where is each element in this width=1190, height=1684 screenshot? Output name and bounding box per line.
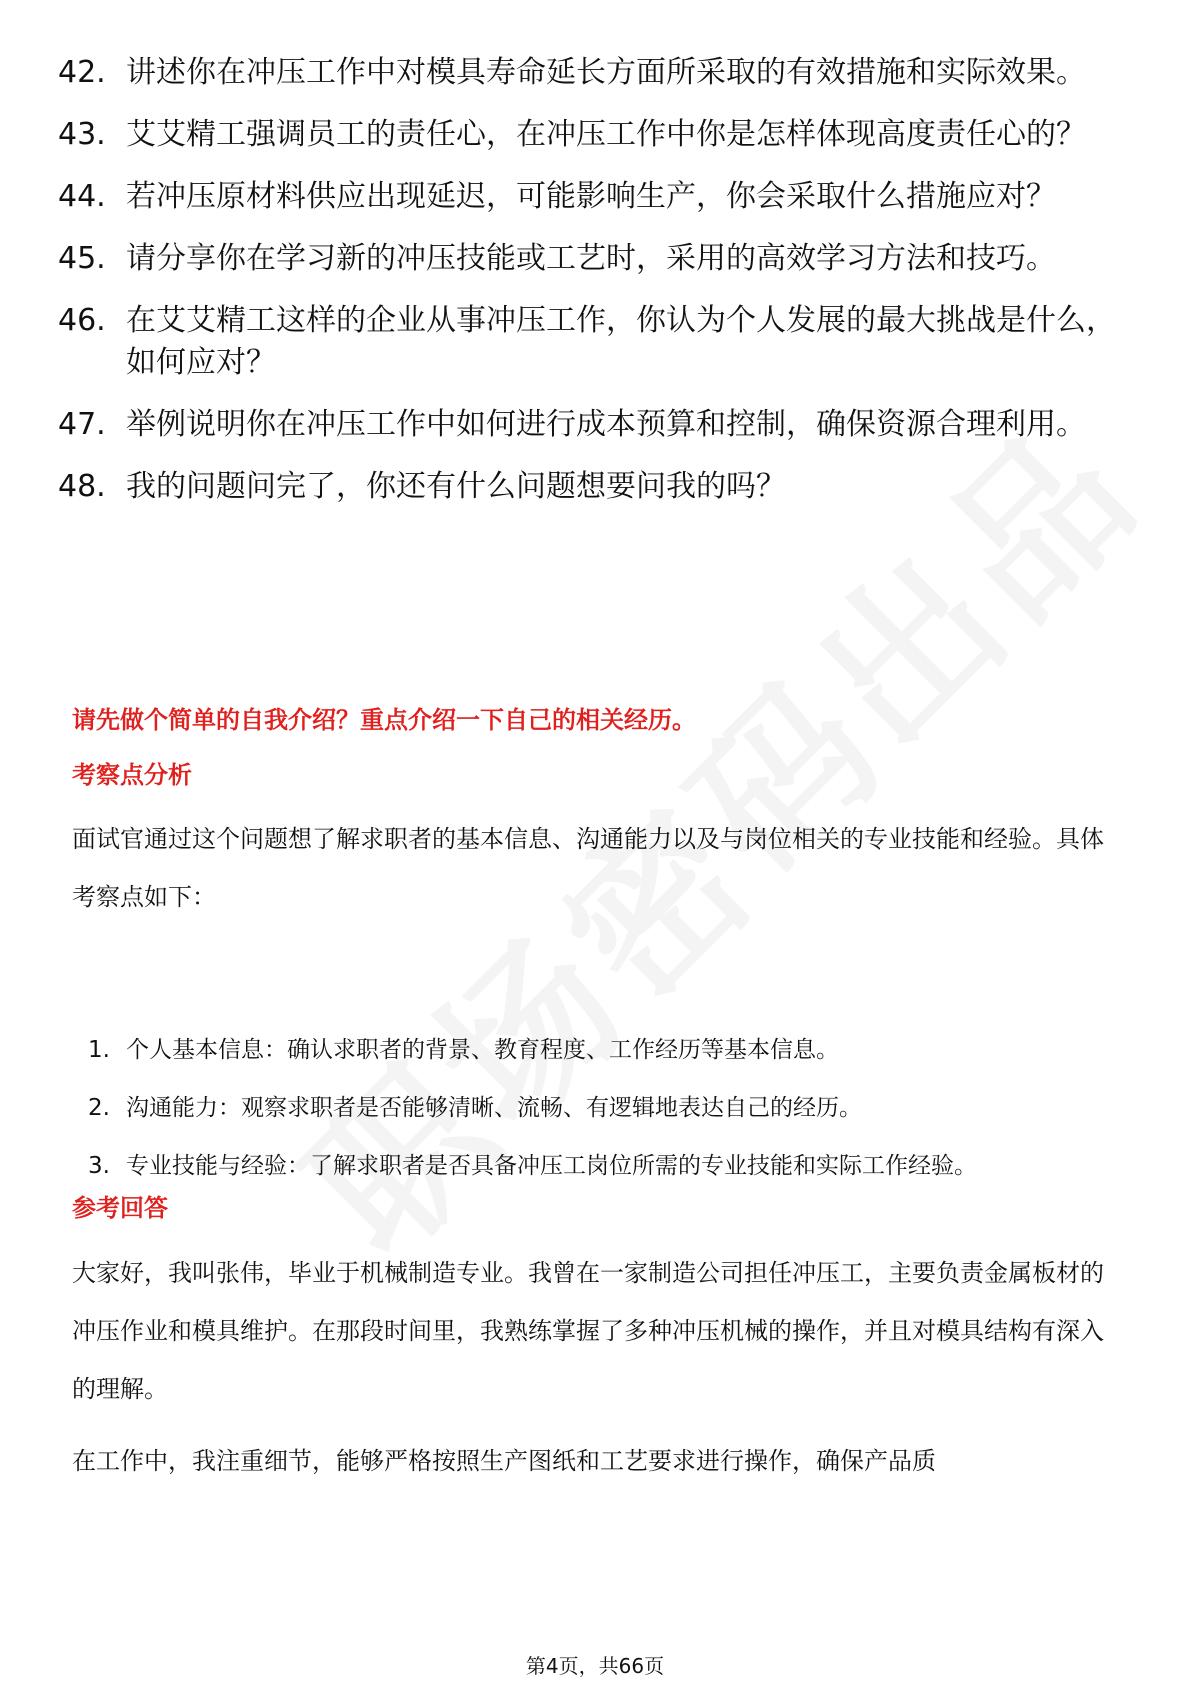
answer-heading: 参考回答 — [72, 1194, 168, 1222]
question-number: 46. — [58, 303, 106, 338]
question-text: 讲述你在冲压工作中对模具寿命延长方面所采取的有效措施和实际效果。 — [126, 55, 1086, 90]
question-number: 42. — [58, 55, 106, 90]
question-item — [58, 466, 1118, 508]
answer-paragraph: 在工作中，我注重细节，能够严格按照生产图纸和工艺要求进行操作，确保产品质 — [72, 1447, 936, 1475]
question-number: 48. — [58, 469, 106, 504]
question-number: 45. — [58, 241, 106, 276]
analysis-point — [88, 1137, 1120, 1195]
question-item — [58, 404, 1118, 446]
question-text: 艾艾精工强调员工的责任心，在冲压工作中你是怎样体现高度责任心的？ — [126, 117, 1086, 152]
question-text: 请分享你在学习新的冲压技能或工艺时，采用的高效学习方法和技巧。 — [126, 241, 1056, 276]
point-number: 3. — [88, 1153, 110, 1179]
analysis-heading: 考察点分析 — [72, 761, 192, 789]
question-number: 43. — [58, 117, 106, 152]
question-text: 在艾艾精工这样的企业从事冲压工作，你认为个人发展的最大挑战是什么，如何应对？ — [126, 303, 1116, 380]
question-list — [58, 52, 1118, 528]
analysis-intro: 面试官通过这个问题想了解求职者的基本信息、沟通能力以及与岗位相关的专业技能和经验。具体考察点如下： — [72, 825, 1104, 911]
question-item — [58, 176, 1118, 218]
analysis-point — [88, 1021, 1120, 1079]
question-item — [58, 114, 1118, 156]
page-footer: 第4页，共66页 — [525, 1654, 665, 1678]
question-text: 举例说明你在冲压工作中如何进行成本预算和控制，确保资源合理利用。 — [126, 407, 1086, 442]
question-number: 47. — [58, 407, 106, 442]
point-number: 1. — [88, 1037, 110, 1063]
answer-paragraph: 大家好，我叫张伟，毕业于机械制造专业。我曾在一家制造公司担任冲压工，主要负责金属板材的冲压作业和模具维护。在那段时间里，我熟练掌握了多种冲压机械的操作，并且对模具结构有深入的理解。 — [72, 1259, 1104, 1403]
question-item — [58, 300, 1118, 384]
question-number: 44. — [58, 179, 106, 214]
question-item — [58, 238, 1118, 280]
question-text: 若冲压原材料供应出现延迟，可能影响生产，你会采取什么措施应对？ — [126, 179, 1056, 214]
point-number: 2. — [88, 1095, 110, 1121]
analysis-points — [88, 1021, 1120, 1195]
point-text: 专业技能与经验：了解求职者是否具备冲压工岗位所需的专业技能和实际工作经验。 — [126, 1153, 977, 1179]
question-item — [58, 52, 1118, 94]
analysis-point — [88, 1079, 1120, 1137]
section-question-title: 请先做个简单的自我介绍？重点介绍一下自己的相关经历。 — [72, 706, 696, 734]
point-text: 个人基本信息：确认求职者的背景、教育程度、工作经历等基本信息。 — [126, 1037, 839, 1063]
question-text: 我的问题问完了，你还有什么问题想要问我的吗？ — [126, 469, 786, 504]
point-text: 沟通能力：观察求职者是否能够清晰、流畅、有逻辑地表达自己的经历。 — [126, 1095, 862, 1121]
